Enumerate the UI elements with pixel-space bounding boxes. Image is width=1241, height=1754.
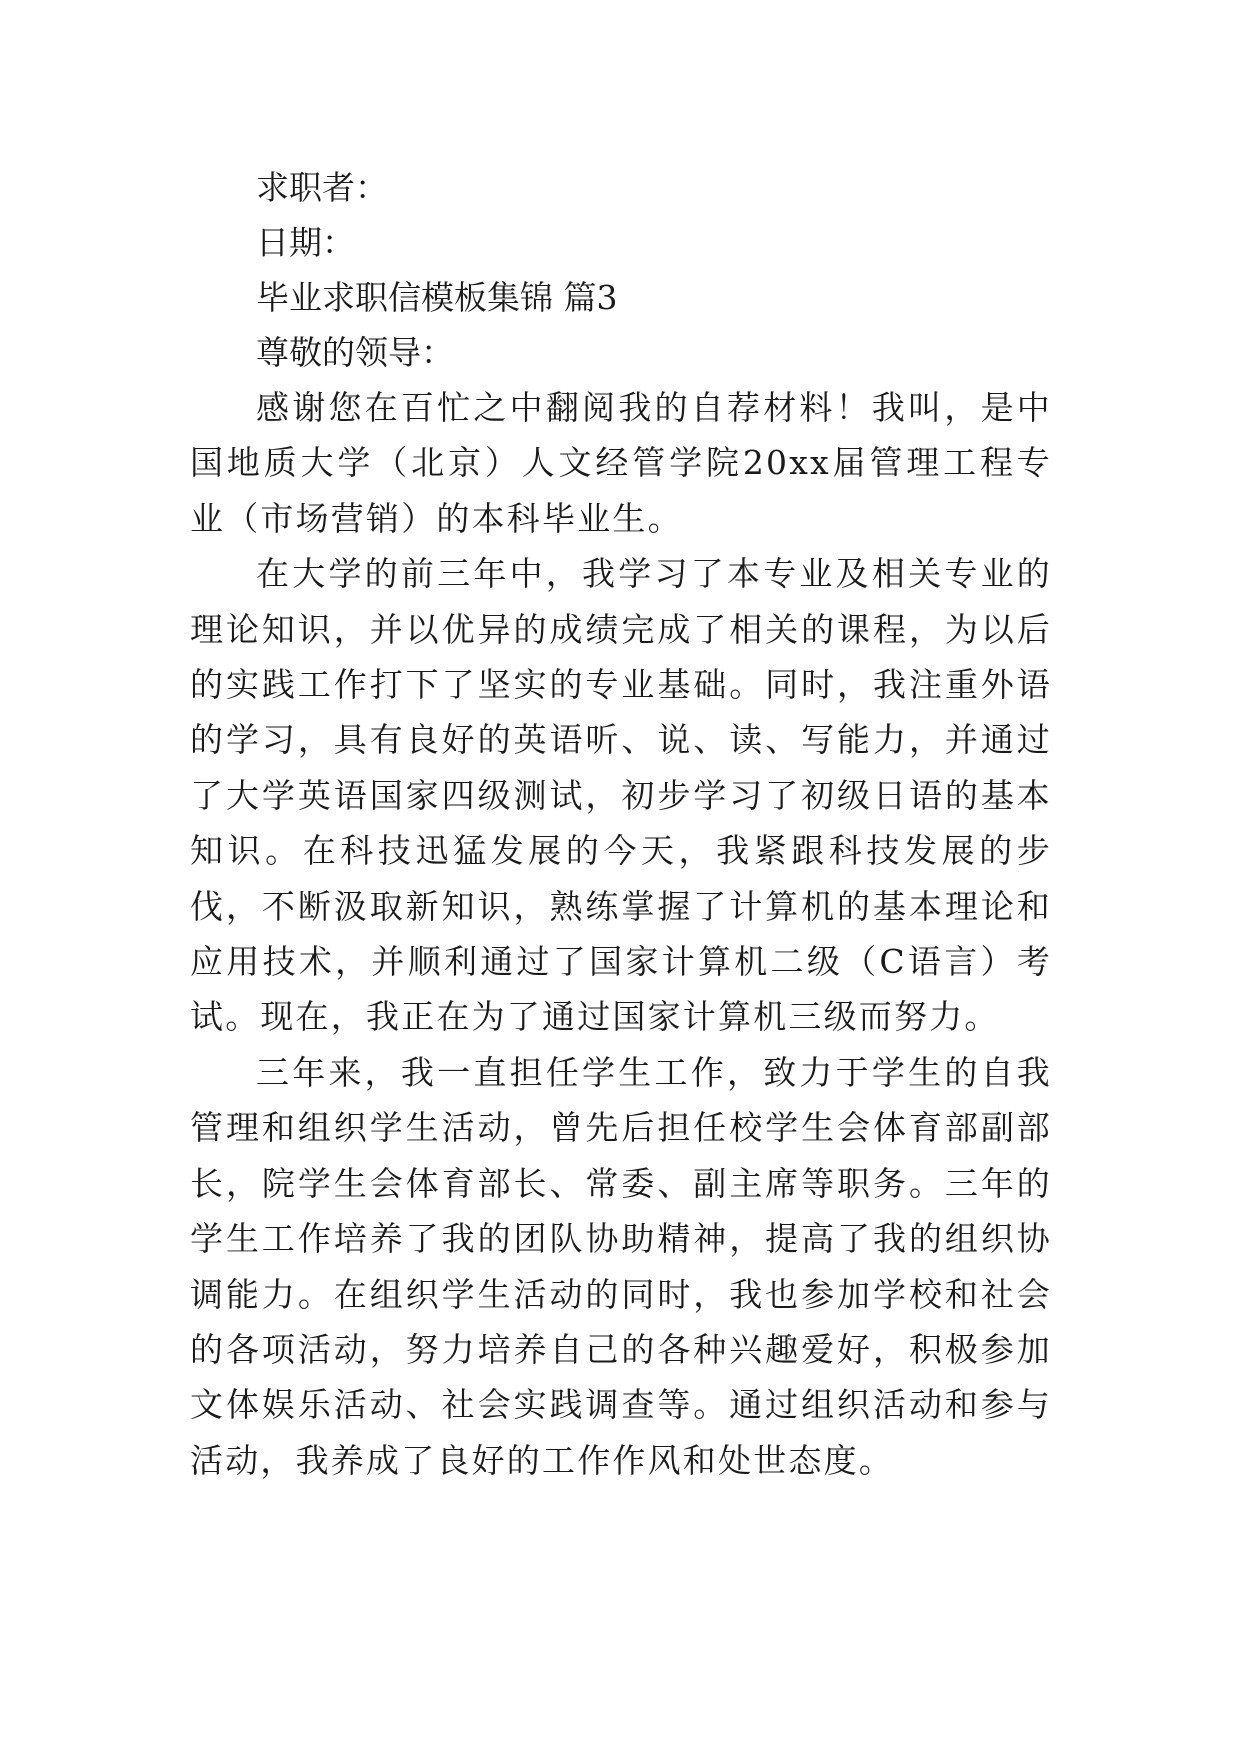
letter-body bbox=[190, 160, 1052, 1488]
applicant-label: 求职者： bbox=[256, 168, 388, 207]
date-label: 日期： bbox=[256, 223, 355, 262]
paragraph-intro: 感谢您在百忙之中翻阅我的自荐材料！我叫，是中国地质大学（北京）人文经管学院20xx届管理工程专业（市场营销）的本科毕业生。 bbox=[190, 388, 1052, 538]
salutation: 尊敬的领导： bbox=[256, 333, 454, 372]
paragraph-activities: 三年来，我一直担任学生工作，致力于学生的自我管理和组织学生活动，曾先后担任校学生会体育部副部长，院学生会体育部长、常委、副主席等职务。三年的学生工作培养了我的团队协助精神，提高了我的组织协调能力。在组织学生活动的同时，我也参加学校和社会的各项活动，努力培养自己的各种兴趣爱好，积极参加文体娱乐活动、社会实践调查等。通过组织活动和参与活动，我养成了良好的工作作风和处世态度。 bbox=[190, 1052, 1052, 1480]
section-title: 毕业求职信模板集锦 篇3 bbox=[256, 278, 618, 317]
paragraph-study: 在大学的前三年中，我学习了本专业及相关专业的理论知识，并以优异的成绩完成了相关的课程，为以后的实践工作打下了坚实的专业基础。同时，我注重外语的学习，具有良好的英语听、说、读、写能力，并通过了大学英语国家四级测试，初步学习了初级日语的基本知识。在科技迅猛发展的今天，我紧跟科技发展的步伐，不断汲取新知识，熟练掌握了计算机的基本理论和应用技术，并顺利通过了国家计算机二级（C语言）考试。现在，我正在为了通过国家计算机三级而努力。 bbox=[190, 554, 1052, 1037]
